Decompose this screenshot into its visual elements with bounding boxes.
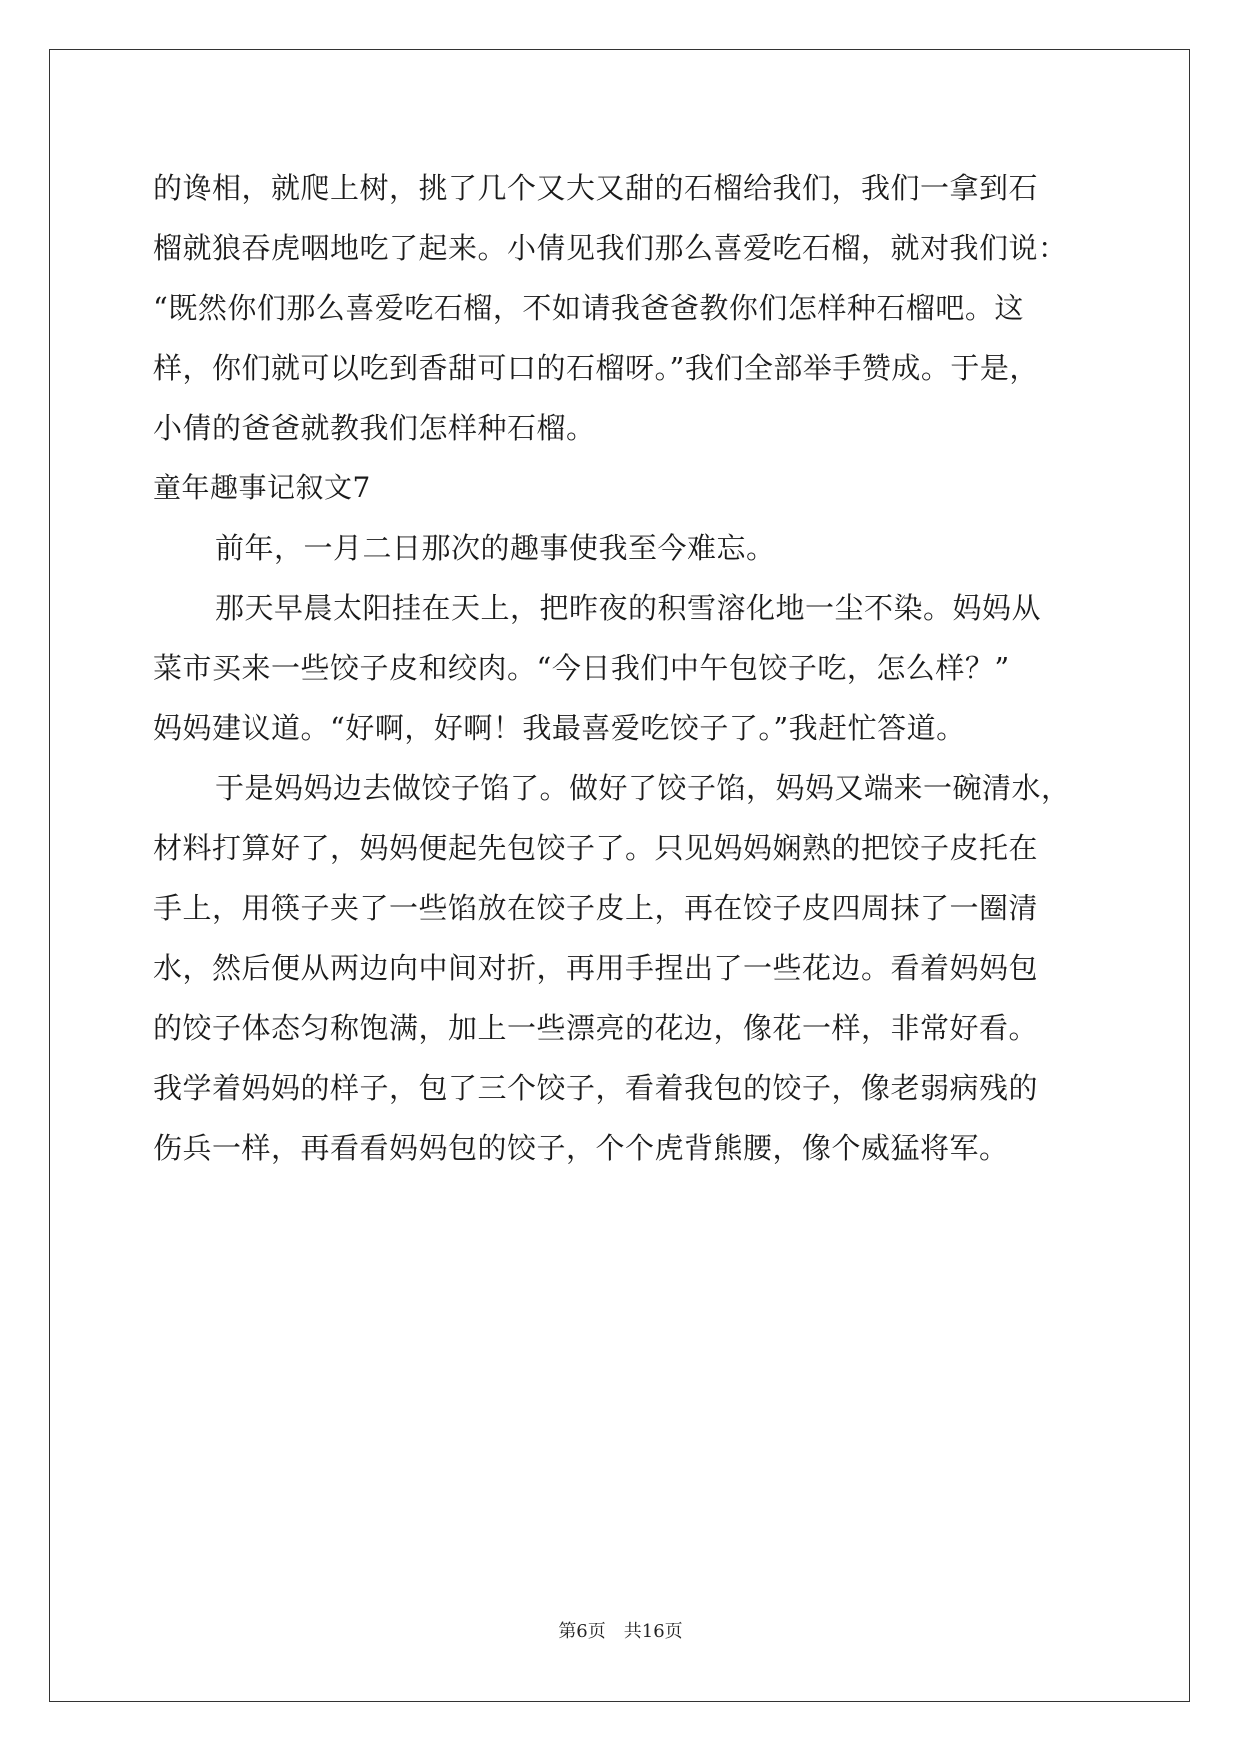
page-footer <box>0 1617 1241 1643</box>
document-body <box>153 158 1093 1178</box>
paragraph-line: 样，你们就可以吃到香甜可口的石榴呀。”我们全部举手赞成。于是， <box>153 351 1039 385</box>
paragraph-line: 的谗相，就爬上树，挑了几个又大又甜的石榴给我们，我们一拿到石 <box>153 171 1039 205</box>
paragraph-line: 我学着妈妈的样子，包了三个饺子，看着我包的饺子，像老弱病残的 <box>153 1071 1039 1105</box>
paragraph-line: 伤兵一样，再看看妈妈包的饺子，个个虎背熊腰，像个威猛将军。 <box>153 1131 1009 1165</box>
paragraph-line: 榴就狼吞虎咽地吃了起来。小倩见我们那么喜爱吃石榴，就对我们说： <box>153 231 1068 265</box>
paragraph-line: 菜市买来一些饺子皮和绞肉。“今日我们中午包饺子吃，怎么样？” <box>153 651 1010 685</box>
paragraph-line: 材料打算好了，妈妈便起先包饺子了。只见妈妈娴熟的把饺子皮托在 <box>153 831 1039 865</box>
paragraph-line: 小倩的爸爸就教我们怎样种石榴。 <box>153 411 596 445</box>
paragraph-line: 水，然后便从两边向中间对折，再用手捏出了一些花边。看着妈妈包 <box>153 951 1039 985</box>
section-heading: 童年趣事记叙文7 <box>153 471 371 504</box>
paragraph-line: 前年，一月二日那次的趣事使我至今难忘。 <box>215 531 776 565</box>
page-number: 第6页 <box>558 1621 606 1642</box>
paragraph-line: 手上，用筷子夹了一些馅放在饺子皮上，再在饺子皮四周抹了一圈清 <box>153 891 1039 925</box>
paragraph-line: 妈妈建议道。“好啊，好啊！我最喜爱吃饺子了。”我赶忙答道。 <box>153 711 966 745</box>
paragraph-line: 于是妈妈边去做饺子馅了。做好了饺子馅，妈妈又端来一碗清水， <box>215 771 1071 805</box>
paragraph-line: 的饺子体态匀称饱满，加上一些漂亮的花边，像花一样，非常好看。 <box>153 1011 1039 1045</box>
paragraph-line: “既然你们那么喜爱吃石榴，不如请我爸爸教你们怎样种石榴吧。这 <box>153 291 1024 325</box>
paragraph-line: 那天早晨太阳挂在天上，把昨夜的积雪溶化地一尘不染。妈妈从 <box>215 591 1042 625</box>
page-total: 共16页 <box>623 1621 683 1642</box>
